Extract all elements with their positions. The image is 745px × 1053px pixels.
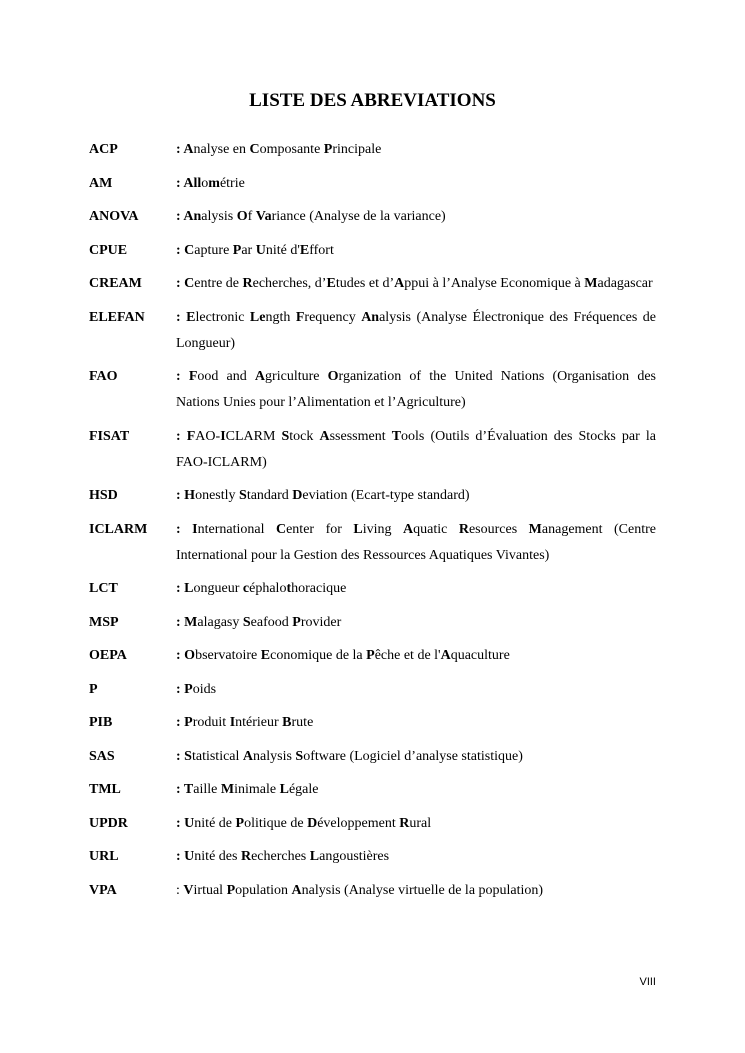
abbreviation-definition [176,878,656,904]
definition-initial: C [184,242,195,258]
definition-initial: : [176,581,185,596]
definition-text: tudes et d’ [335,276,395,291]
definition-initial: : [176,681,185,697]
definition-initial: M [220,782,235,797]
definition-initial: S [242,614,251,630]
definition-initial: P [232,242,242,258]
abbreviation-term: LCT [89,581,118,596]
abbreviation-definition [176,137,656,163]
abbreviation-definition [176,811,656,837]
abbreviation-row [89,517,656,569]
definition-text: tandard [246,488,293,503]
abbreviation-definition [176,677,656,703]
page-number: VIII [639,976,656,988]
abbreviation-term: HSD [89,488,118,503]
definition-text: adagascar [597,276,653,291]
abbreviation-row [89,811,656,837]
definition-text: alysis [201,209,237,224]
definition-text: anagement (Centre International pour la Gestion des Ressources Aquatiques Vivantes) [176,521,656,563]
definition-initial: c [242,581,250,596]
definition-initial: R [240,849,252,864]
definition-initial: : [176,142,184,157]
abbreviation-row [89,677,656,703]
definition-text: éveloppement [317,815,400,831]
definition-initial: O [184,648,196,663]
definition-text: nité de [194,815,236,831]
definition-text: alysis (Analyse Électronique des Fréquences de Longueur) [176,309,656,351]
definition-text: bservatoire [195,648,261,663]
abbreviation-row [89,710,656,736]
abbreviation-definition [176,744,656,770]
definition-text: iving [362,521,404,537]
abbreviation-row [89,271,656,297]
definition-text: nalysis (Analyse virtuelle de la population) [301,882,544,898]
abbreviation-definition [176,204,656,230]
definition-initial: I [229,715,236,730]
abbreviation-term: TML [89,782,121,797]
definition-initial: D [292,488,303,503]
definition-initial: H [184,488,196,503]
abbreviation-row [89,137,656,163]
abbreviation-term: ANOVA [89,209,139,224]
definition-initial: P [226,882,236,898]
abbreviation-definition [176,610,656,636]
definition-initial: : [176,175,184,191]
definition-initial: : [176,648,185,663]
definition-text: nalysis [253,748,296,764]
definition-initial: T [391,428,402,444]
definition-initial: L [184,581,194,596]
definition-initial: A [291,882,302,898]
abbreviation-list [89,137,656,911]
definition-text: alagasy [197,614,243,630]
definition-initial: All [183,175,202,191]
abbreviation-term: OEPA [89,648,127,663]
definition-text: ntérieur [235,715,283,730]
definition-text: tatistical [191,748,243,764]
definition-initial: An [183,209,202,224]
definition-initial: R [399,815,410,831]
definition-text: o [201,175,209,191]
abbreviation-row [89,204,656,230]
definition-initial: D [307,815,318,831]
abbreviation-term: PIB [89,715,113,730]
definition-text: nité d' [265,242,300,258]
definition-initial: T [183,782,194,797]
definition-text: rovider [300,614,342,630]
definition-text: ffort [309,242,334,258]
definition-initial: L [279,782,289,797]
abbreviation-term: ACP [89,142,118,157]
definition-text: : [176,882,184,898]
definition-text: ools (Outils d’Évaluation des Stocks par la FAO-ICLARM) [176,428,656,470]
abbreviation-term: FISAT [89,428,130,444]
definition-text: ongueur [193,581,243,596]
definition-initial: : [176,276,185,291]
definition-text: rute [291,715,314,730]
abbreviation-row [89,777,656,803]
definition-text: tock [289,428,320,444]
definition-initial: L [309,849,320,864]
abbreviation-term: FAO [89,369,118,384]
definition-initial: M [584,276,598,291]
definition-initial: B [282,715,292,730]
definition-text: conomique de la [270,648,367,663]
definition-initial: V [183,882,194,898]
abbreviation-definition [176,305,656,357]
definition-initial: : [176,242,185,258]
definition-text: eafood [250,614,293,630]
definition-text: ural [409,815,432,831]
definition-initial: m [208,175,220,191]
abbreviation-definition [176,483,656,509]
abbreviation-term: URL [89,849,119,864]
definition-initial: C [275,521,287,537]
abbreviation-definition [176,517,656,569]
definition-text: êche et de l' [374,648,441,663]
definition-initial: P [292,614,301,630]
definition-text: nternational [197,521,276,537]
definition-text: étrie [219,175,245,191]
definition-initial: t [286,581,292,596]
definition-text: rganization of the United Nations (Organisation des Nations Unies pour l’Alimentation et l’Agriculture) [176,369,657,410]
definition-initial: S [184,748,192,764]
definition-text: opulation [235,882,292,898]
definition-initial: An [361,309,380,325]
abbreviation-row [89,844,656,870]
abbreviation-term: ELEFAN [89,309,145,325]
definition-text: égale [288,782,319,797]
definition-initial: U [184,815,195,831]
definition-initial: P [366,648,375,663]
abbreviation-term: CPUE [89,242,128,258]
definition-text: ar [241,242,256,258]
definition-initial: : [176,748,185,764]
definition-text: olitique de [244,815,308,831]
abbreviation-definition [176,238,656,264]
definition-initial: A [440,648,451,663]
abbreviation-definition [176,844,656,870]
definition-initial: P [323,142,333,157]
abbreviation-row [89,643,656,669]
abbreviation-term: VPA [89,882,117,898]
definition-initial: F [186,428,196,444]
definition-initial: S [239,488,247,503]
definition-initial: : [176,309,187,325]
abbreviation-term: AM [89,175,113,191]
abbreviation-term: SAS [89,748,115,764]
definition-initial: C [184,276,195,291]
definition-initial: : [176,849,185,864]
definition-initial: C [249,142,260,157]
definition-initial: : [176,782,184,797]
definition-initial: Le [249,309,266,325]
definition-initial: M [184,614,198,630]
definition-text: eviation (Ecart-type standard) [302,488,470,503]
definition-initial: : [176,815,185,831]
abbreviation-definition [176,271,656,297]
abbreviation-row [89,744,656,770]
definition-initial: S [281,428,290,444]
definition-text: nalyse en [193,142,250,157]
definition-text: lectronic [195,309,250,325]
page-title: LISTE DES ABREVIATIONS [249,90,496,111]
abbreviation-row [89,238,656,264]
definition-initial: : [176,209,184,224]
definition-initial: Va [255,209,272,224]
definition-text: omposante [259,142,324,157]
definition-initial: M [528,521,542,537]
abbreviation-row [89,171,656,197]
definition-initial: A [254,369,266,384]
definition-text: irtual [193,882,227,898]
definition-text: oftware (Logiciel d’analyse statistique) [303,748,523,764]
definition-initial: O [327,369,339,384]
definition-text: requency [304,309,362,325]
definition-initial: A [319,428,330,444]
definition-text: quaculture [450,648,510,663]
definition-text: onestly [195,488,240,503]
definition-initial: : [176,428,187,444]
definition-initial: I [192,521,198,537]
abbreviation-row [89,424,656,476]
abbreviation-row [89,483,656,509]
abbreviation-term: MSP [89,614,119,630]
definition-text: roduit [192,715,230,730]
abbreviation-term: ICLARM [89,521,148,537]
definition-text: quatic [413,521,459,537]
abbreviation-definition [176,171,656,197]
definition-initial: : [176,715,185,730]
definition-text: rincipale [332,142,382,157]
definition-text: horacique [291,581,347,596]
definition-initial: U [255,242,266,258]
definition-text: ppui à l’Analyse Economique à [404,276,585,291]
abbreviation-row [89,878,656,904]
abbreviation-row [89,305,656,357]
definition-text: nité des [194,849,241,864]
definition-initial: P [184,715,193,730]
abbreviation-definition [176,364,656,416]
definition-text: esources [468,521,529,537]
definition-initial: : [176,369,189,384]
definition-initial: : [176,521,193,537]
definition-initial: S [295,748,304,764]
definition-initial: A [394,276,405,291]
abbreviation-term: P [89,681,98,697]
definition-initial: F [188,369,198,384]
abbreviation-row [89,364,656,416]
definition-text: apture [194,242,233,258]
definition-initial: P [184,681,193,697]
definition-text: griculture [265,369,328,384]
definition-text: AO- [195,428,221,444]
definition-text: echerches [251,849,310,864]
definition-text: riance (Analyse de la variance) [271,209,446,224]
abbreviation-definition [176,424,656,476]
abbreviation-definition [176,643,656,669]
abbreviation-definition [176,710,656,736]
definition-initial: : [176,488,185,503]
definition-initial: R [458,521,469,537]
definition-text: ngth [265,309,296,325]
definition-initial: L [353,521,363,537]
definition-initial: : [176,614,185,630]
definition-text: echerches, d’ [252,276,327,291]
definition-initial: I [220,428,226,444]
definition-text: aille [193,782,221,797]
definition-initial: E [326,276,336,291]
definition-text: ood and [197,369,255,384]
definition-text: éphalo [249,581,287,596]
definition-initial: P [235,815,245,831]
definition-initial: A [242,748,254,764]
abbreviation-definition [176,576,656,602]
definition-initial: A [403,521,414,537]
definition-text: inimale [234,782,280,797]
abbreviation-term: UPDR [89,815,128,831]
definition-initial: E [186,309,196,325]
definition-text: f [247,209,256,224]
abbreviation-definition [176,777,656,803]
definition-text: enter for [286,521,354,537]
abbreviation-row [89,610,656,636]
abbreviation-term: CREAM [89,276,142,291]
definition-text: CLARM [225,428,282,444]
definition-initial: O [236,209,248,224]
definition-initial: A [183,142,194,157]
definition-initial: U [184,849,195,864]
definition-initial: E [299,242,310,258]
definition-text: ssessment [329,428,392,444]
definition-initial: F [295,309,305,325]
definition-text: angoustières [319,849,390,864]
definition-initial: R [242,276,253,291]
definition-text: entre de [194,276,243,291]
definition-initial: E [260,648,271,663]
definition-text: oids [192,681,217,697]
abbreviation-row [89,576,656,602]
